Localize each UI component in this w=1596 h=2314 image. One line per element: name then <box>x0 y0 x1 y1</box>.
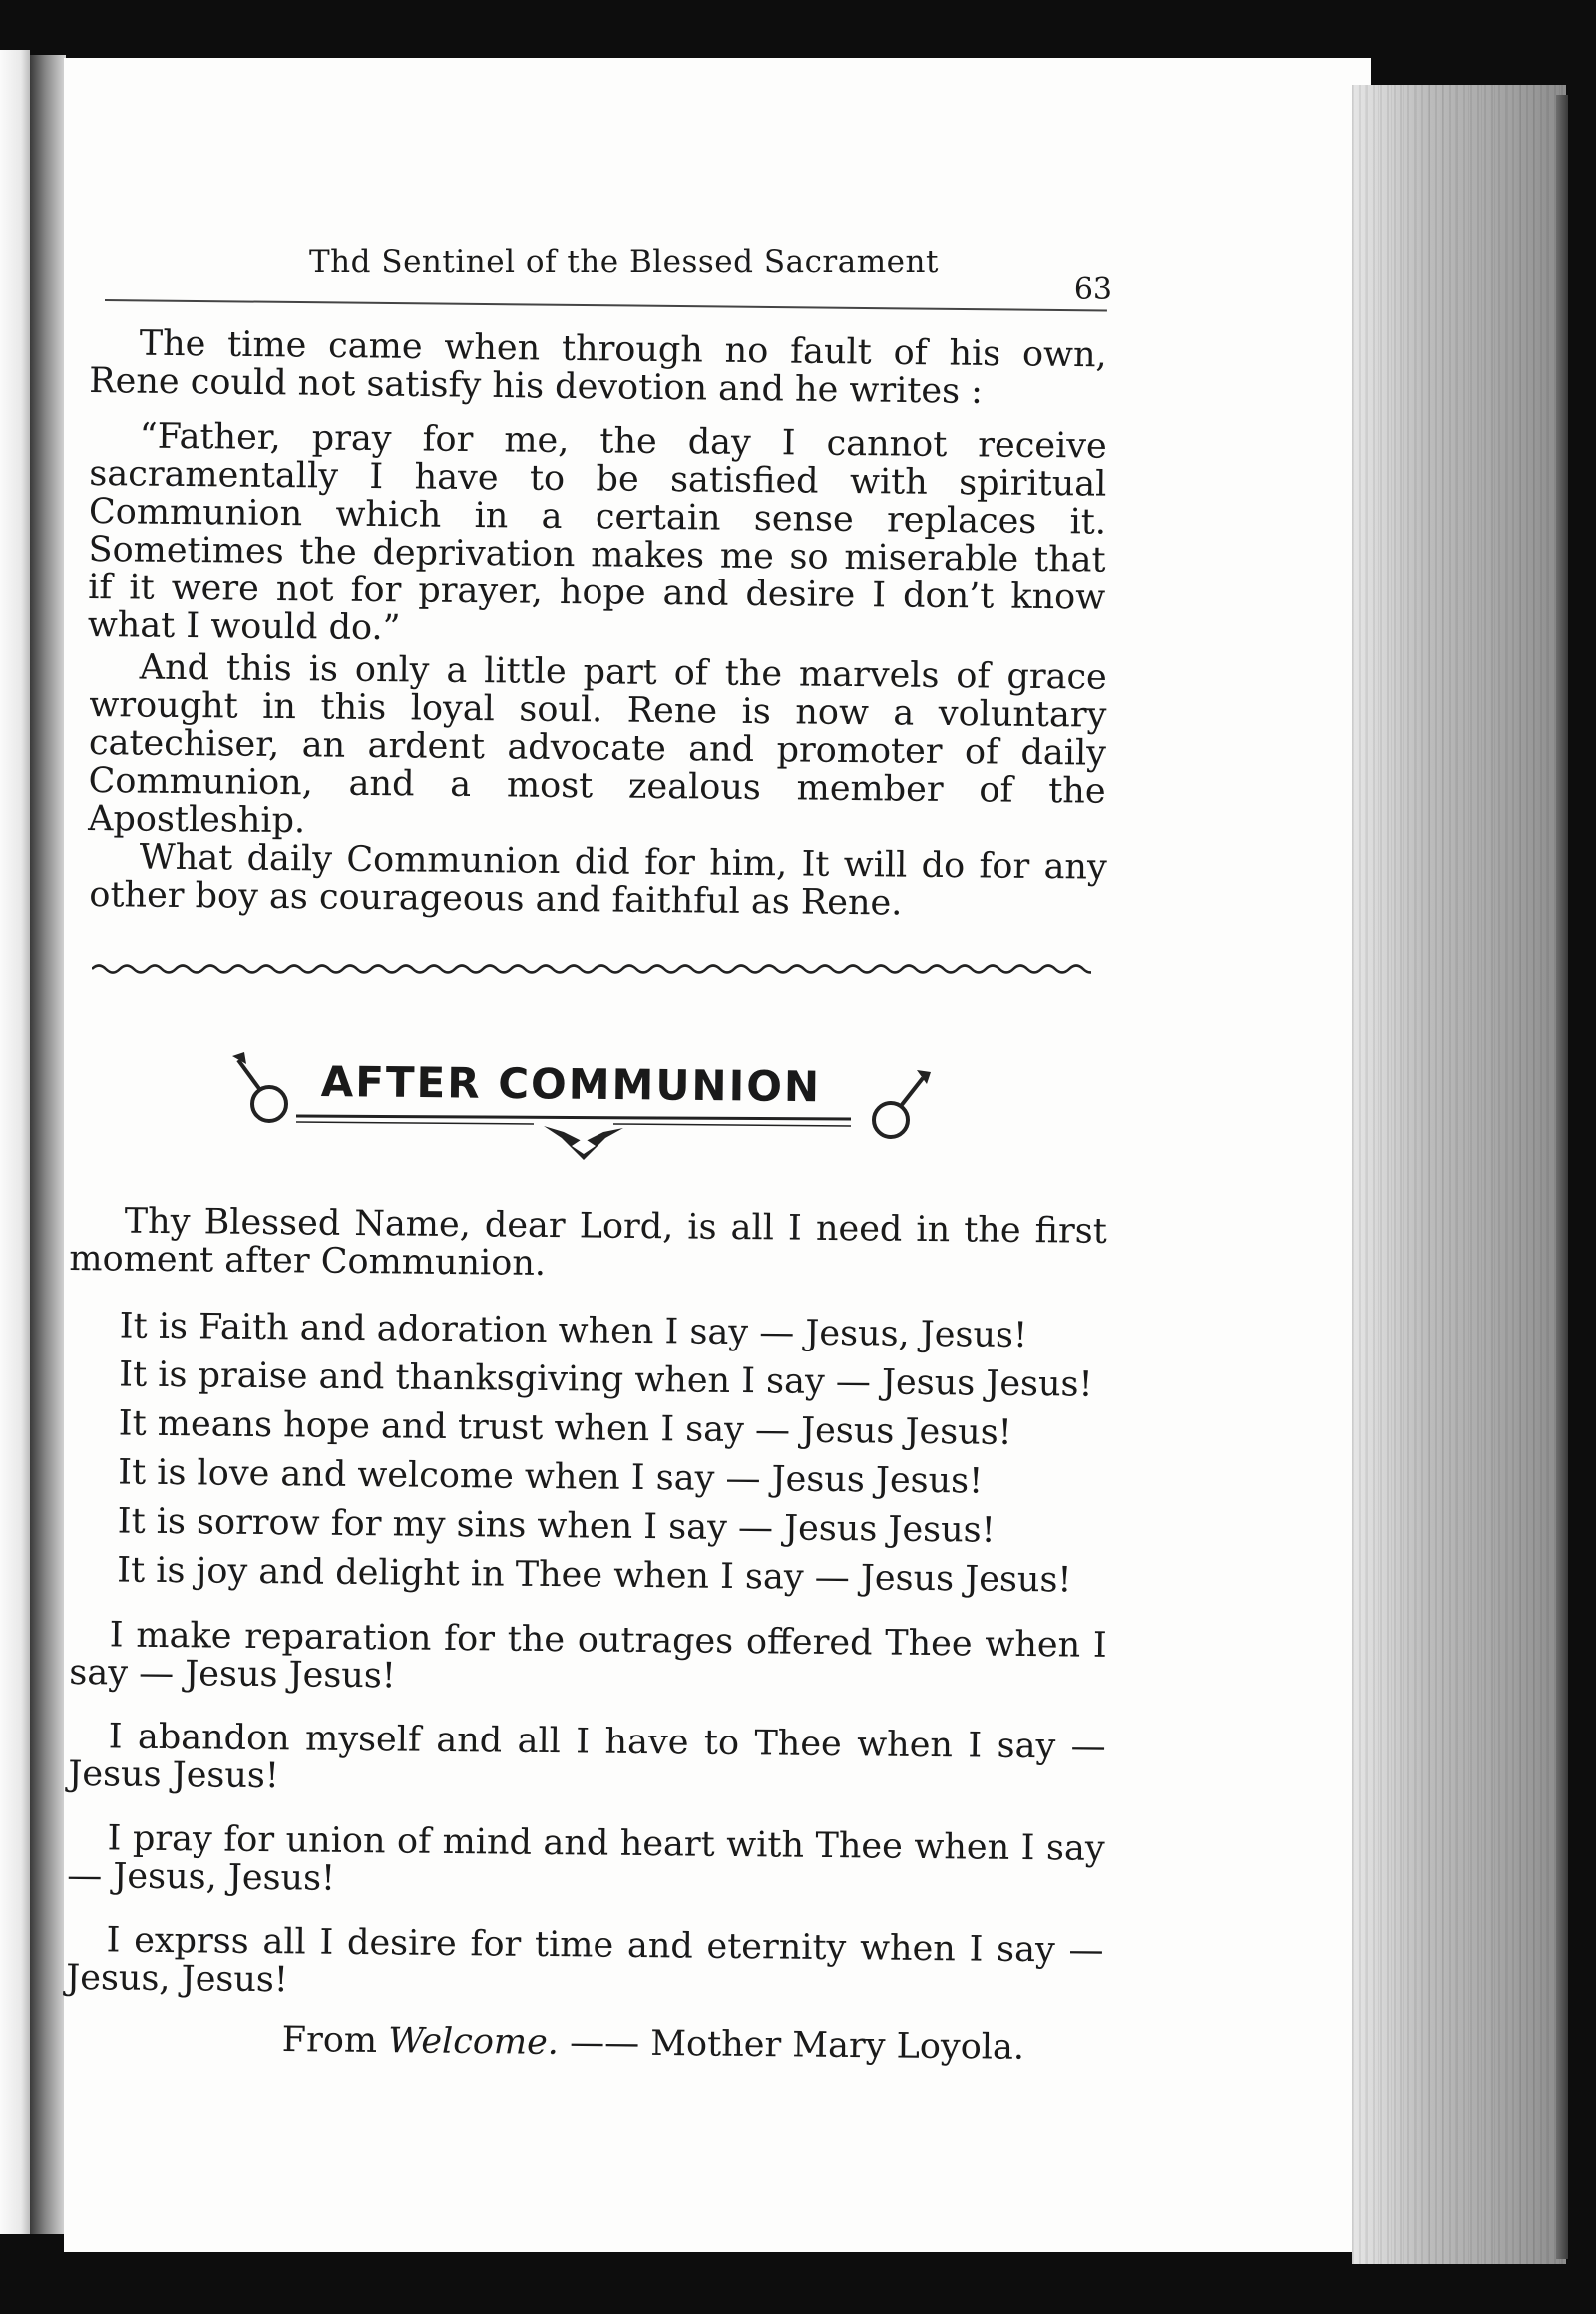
section-heading-ornament <box>224 1042 948 1187</box>
attribution-author: Mother Mary Loyola. <box>649 2023 1025 2068</box>
paragraph-text: And this is only a little part of the marvels of grace wrought in this loyal soul. Rene is now a voluntary catechiser, an ardent advocate and promoter of daily Communion, and a most zealous member of the Apostleship. <box>87 647 1107 842</box>
section-heading: AFTER COMMUNION <box>320 1057 822 1112</box>
page-stack-edge <box>1352 85 1566 2264</box>
book-gutter <box>30 55 66 2234</box>
article-paragraph <box>89 324 1107 412</box>
running-title: Thd Sentinel of the Blessed Sacrament <box>309 244 939 280</box>
prayer-paragraph: I exprss all I desire for time and eternity when I say — Jesus, Jesus! <box>65 1920 1104 2001</box>
litany-line: It means hope and trust when I say — Jesus Jesus! <box>118 1403 1012 1453</box>
intro-text: Thy Blessed Name, dear Lord, is all I need in the first moment after Communion. <box>69 1201 1107 1284</box>
prayer-paragraph: I make reparation for the outrages offered Thee when I say — Jesus Jesus! <box>69 1615 1107 1697</box>
wavy-divider <box>92 960 1091 983</box>
page-number: 63 <box>1073 272 1112 307</box>
prayer-paragraphs <box>66 1616 1107 2034</box>
litany-line: It is love and welcome when I say — Jesus Jesus! <box>118 1452 984 1502</box>
running-head <box>105 244 1112 307</box>
attribution-dash: —— <box>569 2023 640 2064</box>
book-cover-edge <box>1556 95 1568 2259</box>
litany-line: It is praise and thanksgiving when I say — Jesus Jesus! <box>119 1354 1093 1405</box>
prayer-paragraph: I abandon myself and all I have to Thee when I say — Jesus Jesus! <box>68 1717 1106 1797</box>
paragraph-text: What daily Communion did for him, It will do for any other boy as courageous and faithful as Rene. <box>89 837 1107 924</box>
litany-lines <box>67 1307 1107 1611</box>
article-paragraph <box>88 417 1107 655</box>
paragraph-text: “Father, pray for me, the day I cannot receive sacramentally I have to be satisfied with spiritual Communion which in a certain sense replaces it. Sometimes the deprivation makes me so miserable that if it were not for prayer, hope and desire I don’t know what I would do.” <box>87 416 1107 649</box>
article-paragraph <box>89 838 1107 925</box>
litany-line: It is joy and delight in Thee when I say — Jesus Jesus! <box>117 1550 1072 1601</box>
attribution-work: Welcome. <box>387 2021 560 2063</box>
attribution-prefix: From <box>281 2020 378 2061</box>
adjacent-page-edge <box>0 50 30 2234</box>
litany-line: It is sorrow for my sins when I say — Jesus Jesus! <box>117 1501 996 1551</box>
paragraph-text: The time came when through no fault of his own, Rene could not satisfy his devotion and he writes : <box>89 323 1107 412</box>
prayer-paragraph: I pray for union of mind and heart with Thee when I say — Jesus, Jesus! <box>67 1818 1105 1899</box>
attribution <box>282 2020 1025 2068</box>
section-intro <box>69 1202 1107 1289</box>
article-paragraph <box>88 648 1107 849</box>
litany-line: It is Faith and adoration when I say — Jesus, Jesus! <box>119 1306 1028 1356</box>
